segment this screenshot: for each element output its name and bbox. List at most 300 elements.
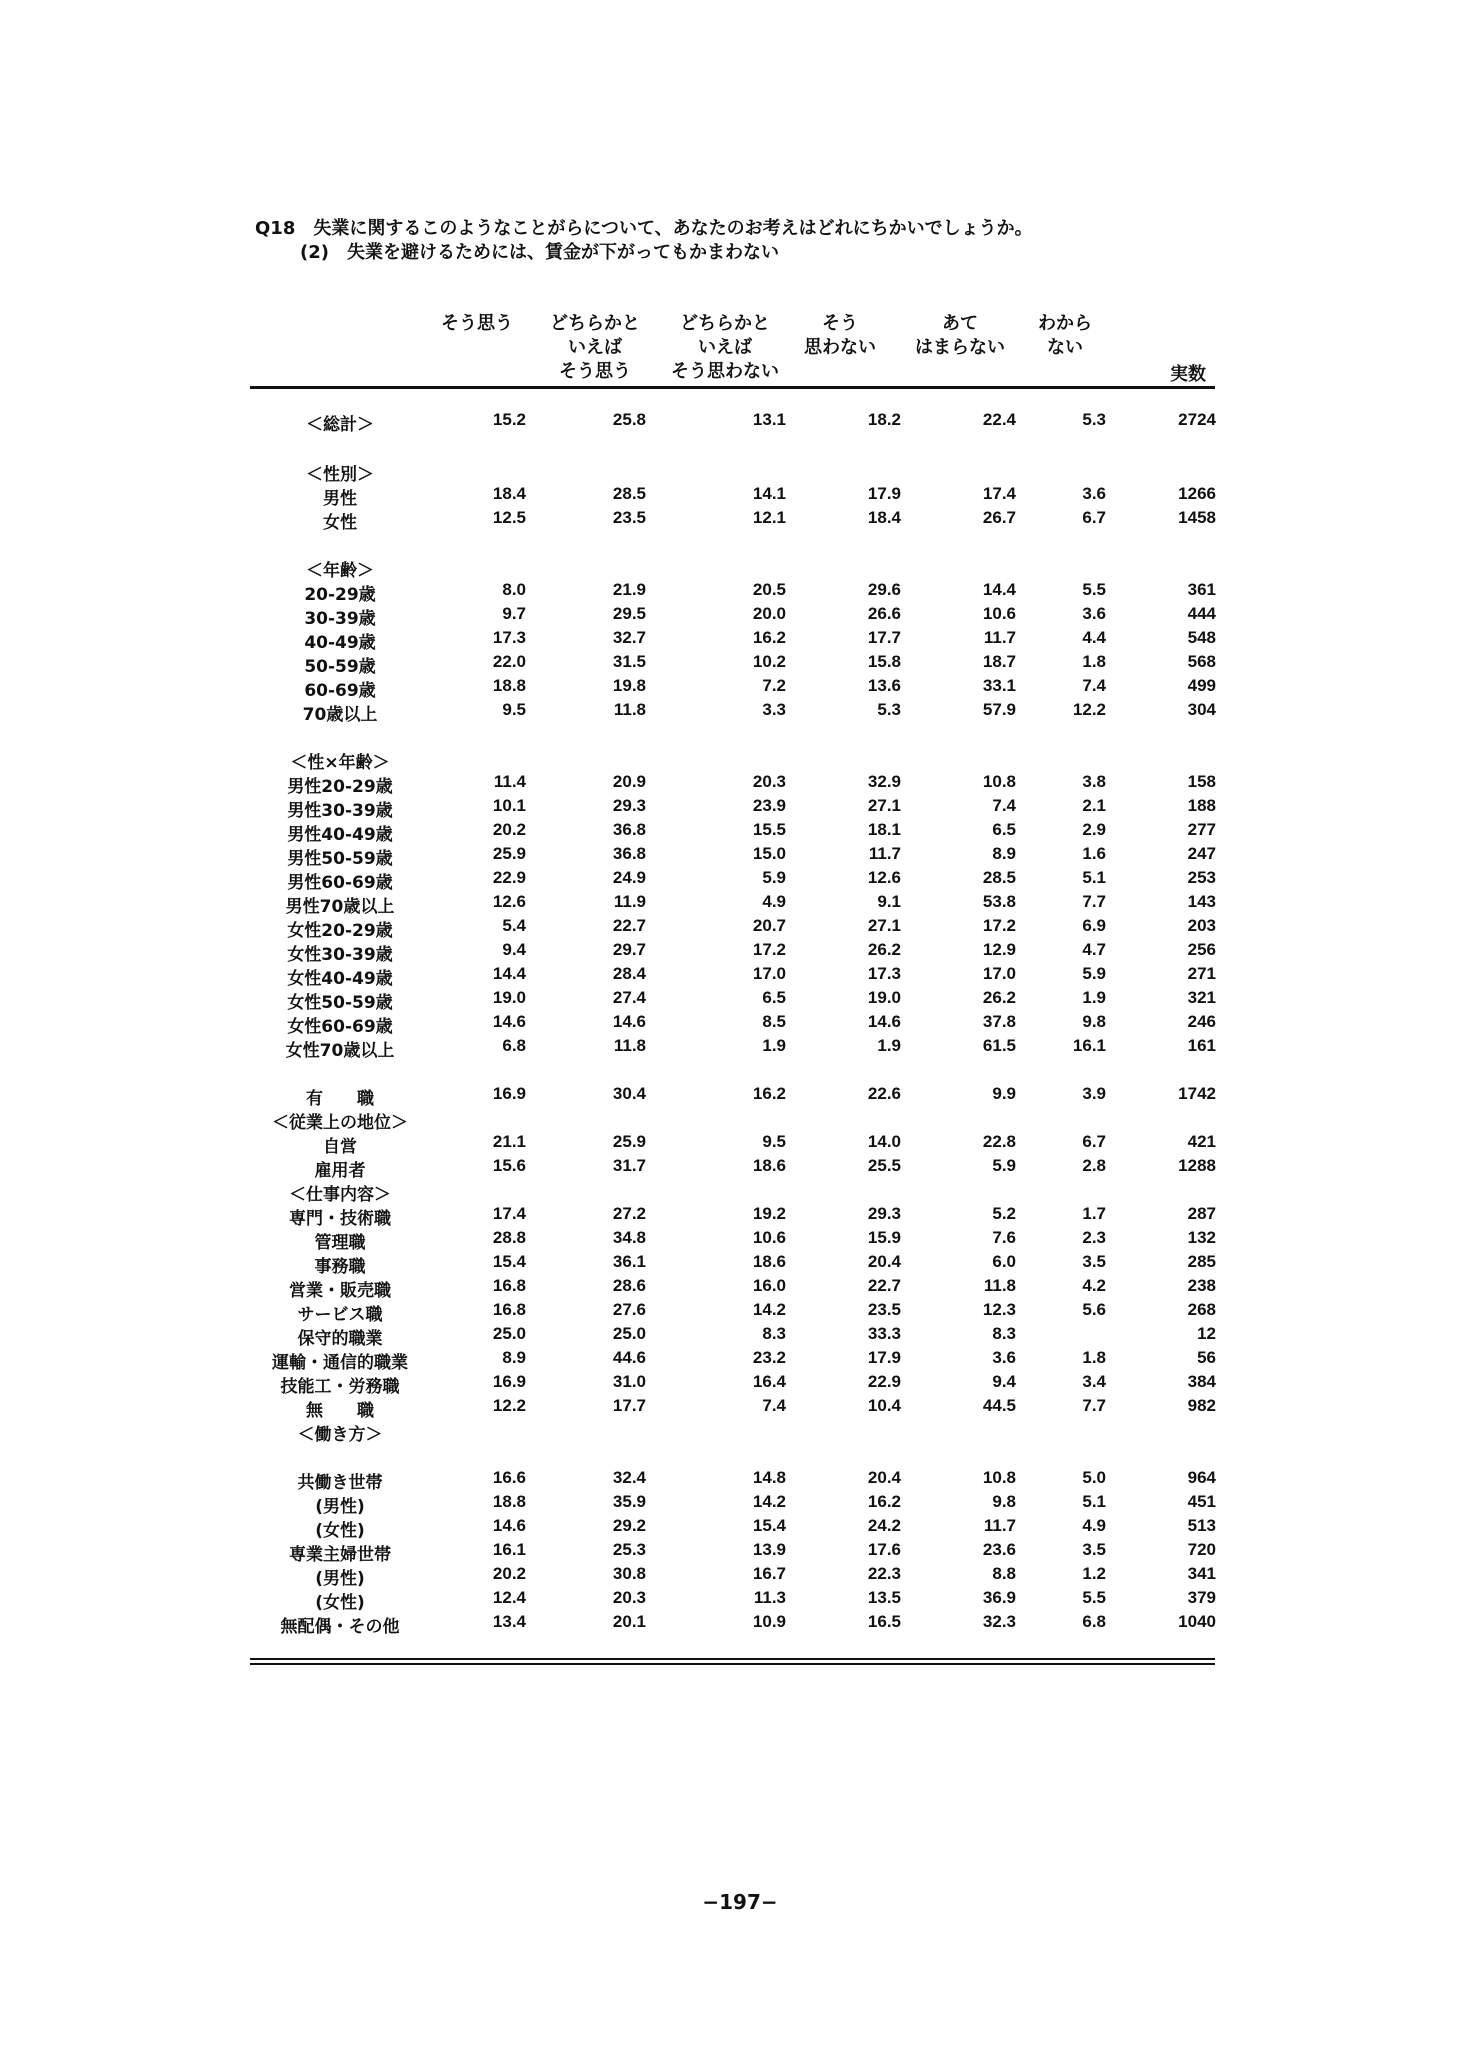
table-cell: 16.4 <box>752 1372 786 1391</box>
table-cell: 5.3 <box>1082 410 1106 429</box>
table-cell: 22.4 <box>982 410 1016 429</box>
table-cell: 29.3 <box>867 1204 901 1223</box>
row-label: 共働き世帯 <box>297 1473 383 1493</box>
table-cell: 33.3 <box>867 1324 901 1343</box>
table-cell: 15.9 <box>867 1228 901 1247</box>
table-cell: 37.8 <box>982 1012 1016 1031</box>
table-cell: 8.3 <box>762 1324 786 1343</box>
table-cell: 4.9 <box>1082 1516 1106 1535</box>
table-cell: 36.8 <box>612 820 646 839</box>
table-cell: 6.7 <box>1082 508 1106 527</box>
table-cell: 14.0 <box>867 1132 901 1151</box>
table-row <box>0 796 1479 820</box>
table-row <box>0 580 1479 604</box>
table-cell: 16.9 <box>492 1372 526 1391</box>
table-cell: 10.6 <box>752 1228 786 1247</box>
table-cell: 17.2 <box>982 916 1016 935</box>
row-label: 営業・販売職 <box>289 1281 391 1301</box>
row-label: ＜年齢＞ <box>306 561 374 581</box>
table-cell: 23.5 <box>867 1300 901 1319</box>
row-label: (女性) <box>315 1521 365 1541</box>
table-cell: 8.9 <box>992 844 1016 863</box>
table-row <box>0 1612 1479 1636</box>
row-label: 無配偶・その他 <box>280 1617 400 1637</box>
table-cell: 18.8 <box>492 676 526 695</box>
table-row <box>0 1036 1479 1060</box>
table-top-rule <box>250 386 1215 389</box>
table-cell: 25.0 <box>612 1324 646 1343</box>
table-row <box>0 1300 1479 1324</box>
table-cell: 61.5 <box>982 1036 1016 1055</box>
table-row <box>0 700 1479 724</box>
row-label: 事務職 <box>314 1257 366 1277</box>
table-cell: 17.0 <box>752 964 786 983</box>
table-row <box>0 676 1479 700</box>
row-label: ＜総計＞ <box>306 415 374 435</box>
row-label: (男性) <box>315 1569 365 1589</box>
table-cell: 17.4 <box>982 484 1016 503</box>
row-label: 女性30-39歳 <box>287 945 393 965</box>
table-row <box>0 628 1479 652</box>
table-cell: 20.9 <box>612 772 646 791</box>
table-row <box>0 1564 1479 1588</box>
table-cell: 25.9 <box>492 844 526 863</box>
table-cell: 14.6 <box>867 1012 901 1031</box>
row-label: (女性) <box>315 1593 365 1613</box>
row-label: 管理職 <box>314 1233 366 1253</box>
table-cell: 21.1 <box>492 1132 526 1151</box>
column-header-disagree: そう 思わない <box>804 313 876 358</box>
table-cell: 24.9 <box>612 868 646 887</box>
table-cell: 3.8 <box>1082 772 1106 791</box>
table-cell: 268 <box>1187 1300 1216 1319</box>
row-label: 女性70歳以上 <box>285 1041 395 1061</box>
table-cell: 5.5 <box>1082 1588 1106 1607</box>
table-cell: 548 <box>1187 628 1216 647</box>
row-label: 無 職 <box>306 1401 374 1421</box>
row-label: 保守的職業 <box>297 1329 383 1349</box>
table-cell: 26.2 <box>982 988 1016 1007</box>
table-cell: 27.6 <box>612 1300 646 1319</box>
table-row <box>0 1156 1479 1180</box>
table-row <box>0 868 1479 892</box>
table-cell: 5.3 <box>877 700 901 719</box>
table-cell: 1.9 <box>762 1036 786 1055</box>
table-cell: 9.8 <box>992 1492 1016 1511</box>
table-cell: 23.6 <box>982 1540 1016 1559</box>
table-cell: 19.2 <box>752 1204 786 1223</box>
table-cell: 23.9 <box>752 796 786 815</box>
table-cell: 20.4 <box>867 1468 901 1487</box>
row-label: 20-29歳 <box>304 585 376 605</box>
table-cell: 14.6 <box>492 1516 526 1535</box>
table-cell: 421 <box>1187 1132 1216 1151</box>
table-cell: 3.9 <box>1082 1084 1106 1103</box>
table-cell: 8.5 <box>762 1012 786 1031</box>
table-row <box>0 964 1479 988</box>
table-cell: 9.4 <box>992 1372 1016 1391</box>
table-cell: 1.9 <box>877 1036 901 1055</box>
table-cell: 6.9 <box>1082 916 1106 935</box>
table-cell: 36.8 <box>612 844 646 863</box>
question-subtitle: (2) 失業を避けるためには、賃金が下がってもかまわない <box>300 242 779 263</box>
table-cell: 9.8 <box>1082 1012 1106 1031</box>
table-cell: 13.1 <box>752 410 786 429</box>
table-cell: 15.4 <box>492 1252 526 1271</box>
table-cell: 321 <box>1187 988 1216 1007</box>
table-cell: 32.3 <box>982 1612 1016 1631</box>
table-row <box>0 1492 1479 1516</box>
table-cell: 6.8 <box>1082 1612 1106 1631</box>
table-cell: 22.7 <box>867 1276 901 1295</box>
row-label: ＜性別＞ <box>306 465 374 485</box>
table-cell: 11.4 <box>493 772 526 791</box>
table-cell: 7.4 <box>992 796 1016 815</box>
table-cell: 14.8 <box>752 1468 786 1487</box>
table-cell: 4.7 <box>1082 940 1106 959</box>
table-cell: 20.2 <box>492 1564 526 1583</box>
table-cell: 1266 <box>1178 484 1216 503</box>
row-label: 40-49歳 <box>304 633 376 653</box>
table-cell: 982 <box>1187 1396 1216 1415</box>
table-cell: 23.5 <box>612 508 646 527</box>
table-cell: 16.2 <box>867 1492 901 1511</box>
table-cell: 361 <box>1187 580 1216 599</box>
table-row <box>0 988 1479 1012</box>
table-cell: 30.8 <box>612 1564 646 1583</box>
table-row <box>0 1540 1479 1564</box>
table-row <box>0 1396 1479 1420</box>
row-label: 30-39歳 <box>304 609 376 629</box>
table-cell: 35.9 <box>612 1492 646 1511</box>
row-label: ＜従業上の地位＞ <box>272 1113 408 1133</box>
table-row <box>0 1252 1479 1276</box>
table-cell: 1.8 <box>1082 1348 1106 1367</box>
table-row <box>0 1348 1479 1372</box>
table-cell: 1.2 <box>1082 1564 1106 1583</box>
table-cell: 17.3 <box>867 964 901 983</box>
table-cell: 3.5 <box>1082 1252 1106 1271</box>
table-cell: 2.9 <box>1082 820 1106 839</box>
table-cell: 5.9 <box>762 868 786 887</box>
table-cell: 304 <box>1187 700 1216 719</box>
table-row <box>0 1132 1479 1156</box>
table-cell: 29.5 <box>612 604 646 623</box>
row-label: ＜性×年齢＞ <box>290 753 390 773</box>
table-cell: 14.6 <box>492 1012 526 1031</box>
table-cell: 16.7 <box>752 1564 786 1583</box>
table-cell: 17.9 <box>867 484 901 503</box>
table-cell: 44.6 <box>612 1348 646 1367</box>
table-cell: 513 <box>1187 1516 1216 1535</box>
table-cell: 16.8 <box>492 1276 526 1295</box>
table-cell: 5.9 <box>992 1156 1016 1175</box>
table-cell: 16.2 <box>752 1084 786 1103</box>
table-cell: 21.9 <box>612 580 646 599</box>
table-cell: 56 <box>1197 1348 1216 1367</box>
table-row <box>0 844 1479 868</box>
table-cell: 15.6 <box>492 1156 526 1175</box>
table-cell: 5.0 <box>1082 1468 1106 1487</box>
table-cell: 18.6 <box>752 1252 786 1271</box>
table-cell: 6.5 <box>762 988 786 1007</box>
table-cell: 19.0 <box>867 988 901 1007</box>
table-cell: 16.2 <box>752 628 786 647</box>
table-cell: 2.8 <box>1082 1156 1106 1175</box>
table-cell: 32.4 <box>612 1468 646 1487</box>
row-label: 専門・技術職 <box>289 1209 391 1229</box>
table-cell: 36.9 <box>982 1588 1016 1607</box>
column-header-agree: そう思う <box>441 313 513 334</box>
table-cell: 28.4 <box>612 964 646 983</box>
table-row <box>0 748 1479 772</box>
row-label: ＜働き方＞ <box>297 1425 383 1445</box>
table-cell: 16.0 <box>752 1276 786 1295</box>
table-cell: 11.8 <box>613 700 646 719</box>
table-cell: 20.4 <box>867 1252 901 1271</box>
row-label: (男性) <box>315 1497 365 1517</box>
table-row <box>0 1276 1479 1300</box>
table-row <box>0 410 1479 434</box>
table-cell: 32.9 <box>867 772 901 791</box>
table-cell: 287 <box>1187 1204 1216 1223</box>
table-cell: 16.8 <box>492 1300 526 1319</box>
table-cell: 451 <box>1187 1492 1216 1511</box>
table-cell: 8.3 <box>992 1324 1016 1343</box>
table-cell: 9.5 <box>762 1132 786 1151</box>
table-row <box>0 772 1479 796</box>
table-cell: 6.7 <box>1082 1132 1106 1151</box>
table-cell: 3.6 <box>1082 604 1106 623</box>
table-cell: 29.3 <box>612 796 646 815</box>
table-cell: 12.2 <box>1072 700 1106 719</box>
table-cell: 23.2 <box>752 1348 786 1367</box>
table-cell: 246 <box>1187 1012 1216 1031</box>
column-header-somewhat-agree: どちらかと いえば そう思う <box>550 313 640 382</box>
table-cell: 10.8 <box>982 1468 1016 1487</box>
table-cell: 11.9 <box>613 892 646 911</box>
table-cell: 2724 <box>1178 410 1216 429</box>
table-cell: 444 <box>1187 604 1216 623</box>
table-cell: 12 <box>1197 1324 1216 1343</box>
table-cell: 28.6 <box>612 1276 646 1295</box>
table-cell: 28.5 <box>612 484 646 503</box>
table-cell: 16.1 <box>492 1540 526 1559</box>
table-cell: 27.2 <box>612 1204 646 1223</box>
table-cell: 1288 <box>1178 1156 1216 1175</box>
table-cell: 25.8 <box>612 410 646 429</box>
table-row <box>0 1108 1479 1132</box>
table-cell: 22.6 <box>867 1084 901 1103</box>
table-cell: 25.5 <box>867 1156 901 1175</box>
table-cell: 13.4 <box>492 1612 526 1631</box>
table-row <box>0 484 1479 508</box>
table-cell: 26.6 <box>867 604 901 623</box>
page-number: −197− <box>702 1890 778 1914</box>
row-label: 女性20-29歳 <box>287 921 393 941</box>
table-cell: 14.6 <box>612 1012 646 1031</box>
table-cell: 5.1 <box>1082 868 1106 887</box>
row-label: 男性70歳以上 <box>285 897 395 917</box>
table-cell: 17.9 <box>867 1348 901 1367</box>
table-cell: 11.8 <box>613 1036 646 1055</box>
table-cell: 29.7 <box>612 940 646 959</box>
table-cell: 36.1 <box>612 1252 646 1271</box>
table-cell: 5.2 <box>992 1204 1016 1223</box>
table-cell: 19.0 <box>492 988 526 1007</box>
table-cell: 15.8 <box>867 652 901 671</box>
table-cell: 18.1 <box>867 820 901 839</box>
table-cell: 12.4 <box>492 1588 526 1607</box>
table-cell: 32.7 <box>612 628 646 647</box>
column-header-not-applicable: あて はまらない <box>915 313 1005 358</box>
row-label: 自営 <box>323 1137 357 1157</box>
table-cell: 7.4 <box>762 1396 786 1415</box>
table-cell: 18.7 <box>982 652 1016 671</box>
table-cell: 12.9 <box>982 940 1016 959</box>
table-cell: 20.3 <box>612 1588 646 1607</box>
table-row <box>0 1468 1479 1492</box>
row-label: 有 職 <box>306 1089 374 1109</box>
table-cell: 30.4 <box>612 1084 646 1103</box>
table-row <box>0 916 1479 940</box>
table-cell: 12.2 <box>492 1396 526 1415</box>
table-cell: 6.8 <box>502 1036 526 1055</box>
table-cell: 5.1 <box>1082 1492 1106 1511</box>
table-row <box>0 1324 1479 1348</box>
table-cell: 10.2 <box>752 652 786 671</box>
table-cell: 13.5 <box>867 1588 901 1607</box>
table-cell: 44.5 <box>982 1396 1016 1415</box>
table-cell: 14.2 <box>752 1492 786 1511</box>
table-cell: 5.6 <box>1082 1300 1106 1319</box>
table-cell: 7.6 <box>992 1228 1016 1247</box>
table-cell: 25.9 <box>612 1132 646 1151</box>
table-cell: 12.5 <box>492 508 526 527</box>
table-cell: 12.3 <box>982 1300 1016 1319</box>
table-cell: 27.1 <box>867 916 901 935</box>
table-cell: 11.3 <box>753 1588 786 1607</box>
table-cell: 25.0 <box>492 1324 526 1343</box>
table-cell: 16.1 <box>1072 1036 1106 1055</box>
table-row <box>0 1204 1479 1228</box>
table-cell: 188 <box>1187 796 1216 815</box>
column-header-dont-know: わから ない <box>1038 313 1092 358</box>
row-label: 男性40-49歳 <box>287 825 393 845</box>
table-bottom-rule <box>250 1658 1215 1660</box>
table-cell: 7.4 <box>1082 676 1106 695</box>
column-header-count: 実数 <box>1170 364 1206 385</box>
table-cell: 11.7 <box>983 1516 1016 1535</box>
table-cell: 12.6 <box>867 868 901 887</box>
table-cell: 15.4 <box>752 1516 786 1535</box>
table-cell: 253 <box>1187 868 1216 887</box>
table-row <box>0 1588 1479 1612</box>
table-cell: 3.5 <box>1082 1540 1106 1559</box>
table-cell: 34.8 <box>612 1228 646 1247</box>
table-cell: 6.0 <box>992 1252 1016 1271</box>
table-cell: 20.7 <box>752 916 786 935</box>
table-cell: 53.8 <box>982 892 1016 911</box>
table-cell: 31.7 <box>612 1156 646 1175</box>
table-cell: 17.7 <box>867 628 901 647</box>
table-cell: 26.7 <box>982 508 1016 527</box>
table-cell: 16.5 <box>867 1612 901 1631</box>
table-row <box>0 1180 1479 1204</box>
table-cell: 27.4 <box>612 988 646 1007</box>
table-cell: 203 <box>1187 916 1216 935</box>
table-cell: 18.4 <box>867 508 901 527</box>
table-cell: 27.1 <box>867 796 901 815</box>
table-cell: 10.6 <box>982 604 1016 623</box>
table-cell: 15.5 <box>752 820 786 839</box>
row-label: 女性40-49歳 <box>287 969 393 989</box>
table-cell: 31.0 <box>612 1372 646 1391</box>
table-cell: 15.2 <box>492 410 526 429</box>
table-cell: 4.2 <box>1082 1276 1106 1295</box>
table-cell: 7.7 <box>1082 1396 1106 1415</box>
table-cell: 499 <box>1187 676 1216 695</box>
table-row <box>0 1228 1479 1252</box>
table-cell: 24.2 <box>867 1516 901 1535</box>
table-row <box>0 892 1479 916</box>
table-cell: 256 <box>1187 940 1216 959</box>
table-row <box>0 460 1479 484</box>
table-cell: 7.7 <box>1082 892 1106 911</box>
question-title: Q18 失業に関するこのようなことがらについて、あなたのお考えはどれにちかいでしょうか。 <box>255 218 1033 239</box>
table-cell: 14.4 <box>982 580 1016 599</box>
table-row <box>0 652 1479 676</box>
table-row <box>0 1420 1479 1444</box>
table-cell: 22.7 <box>612 916 646 935</box>
table-cell: 18.2 <box>867 410 901 429</box>
table-cell: 158 <box>1187 772 1216 791</box>
table-cell: 29.6 <box>867 580 901 599</box>
table-cell: 31.5 <box>612 652 646 671</box>
table-cell: 16.6 <box>492 1468 526 1487</box>
table-cell: 14.1 <box>752 484 786 503</box>
row-label: 女性50-59歳 <box>287 993 393 1013</box>
table-cell: 22.3 <box>867 1564 901 1583</box>
table-cell: 2.1 <box>1082 796 1106 815</box>
table-cell: 8.0 <box>502 580 526 599</box>
row-label: 専業主婦世帯 <box>289 1545 391 1565</box>
table-cell: 9.9 <box>992 1084 1016 1103</box>
table-cell: 29.2 <box>612 1516 646 1535</box>
table-row <box>0 1372 1479 1396</box>
table-cell: 568 <box>1187 652 1216 671</box>
table-cell: 3.4 <box>1082 1372 1106 1391</box>
table-cell: 3.3 <box>762 700 786 719</box>
table-row <box>0 556 1479 580</box>
row-label: 技能工・労務職 <box>280 1377 400 1397</box>
table-cell: 247 <box>1187 844 1216 863</box>
table-cell: 18.6 <box>752 1156 786 1175</box>
table-cell: 13.9 <box>752 1540 786 1559</box>
table-cell: 20.2 <box>492 820 526 839</box>
table-cell: 9.7 <box>502 604 526 623</box>
row-label: 運輸・通信的職業 <box>272 1353 408 1373</box>
table-cell: 17.0 <box>982 964 1016 983</box>
table-row <box>0 940 1479 964</box>
table-row <box>0 1084 1479 1108</box>
table-cell: 20.3 <box>752 772 786 791</box>
table-cell: 1.6 <box>1082 844 1106 863</box>
table-cell: 271 <box>1187 964 1216 983</box>
table-row <box>0 604 1479 628</box>
table-cell: 18.8 <box>492 1492 526 1511</box>
table-cell: 132 <box>1187 1228 1216 1247</box>
